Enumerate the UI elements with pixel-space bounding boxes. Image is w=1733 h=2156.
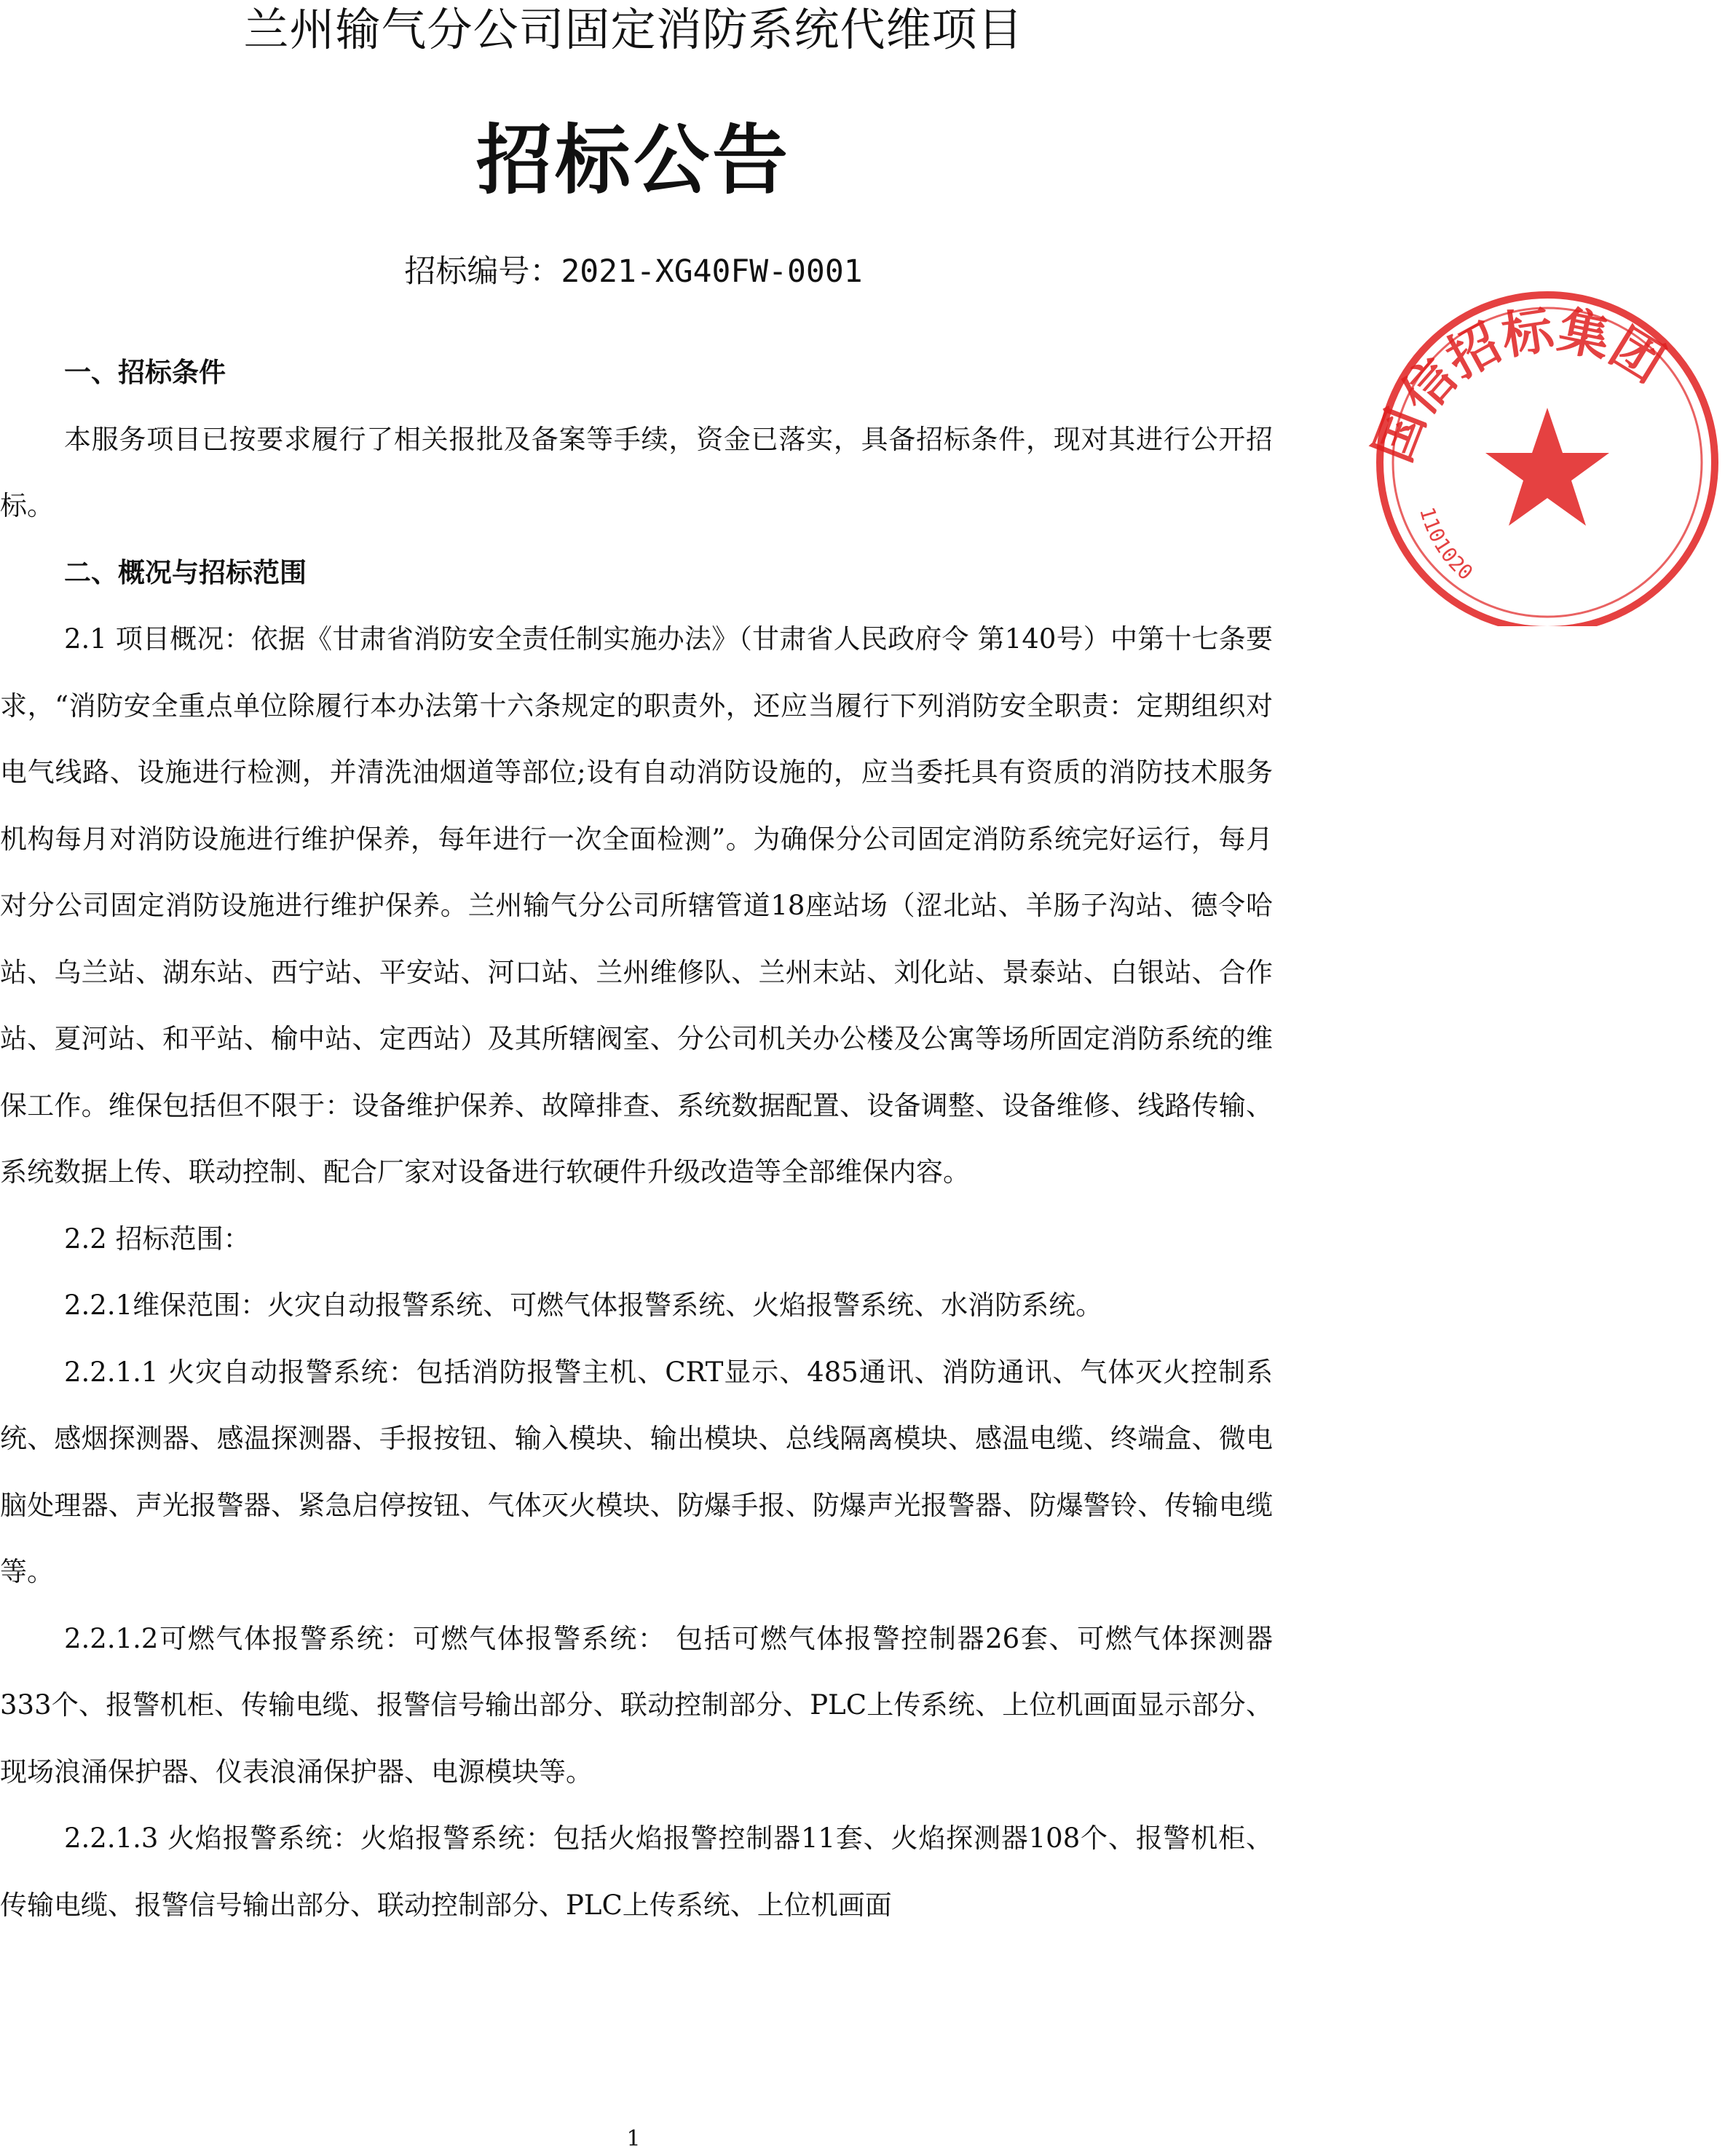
paragraph: 2.2.1.2可燃气体报警系统：可燃气体报警系统： 包括可燃气体报警控制器26套、可燃气体探测器333个、报警机柜、传输电缆、报警信号输出部分、联动控制部分、PLC上传系统、上位机画面显示部分、现场浪涌保护器、仪表浪涌保护器、电源模块等。: [0, 1622, 1273, 1788]
paragraph: 2.2.1.1 火灾自动报警系统：包括消防报警主机、CRT显示、485通讯、消防通讯、气体灭火控制系统、感烟探测器、感温探测器、手报按钮、输入模块、输出模块、总线隔离模块、感温电缆、终端盒、微电脑处理器、声光报警器、紧急启停按钮、气体灭火模块、防爆手报、防爆声光报警器、防爆警铃、传输电缆等。: [0, 1356, 1273, 1587]
document-body: [0, 339, 1273, 1938]
seal-code: 1101020: [1415, 504, 1478, 585]
document-subtitle: 招标公告: [475, 116, 791, 205]
paragraph: 2.2.1维保范围：火灾自动报警系统、可燃气体报警系统、火焰报警系统、水消防系统。: [64, 1290, 1103, 1321]
document-title: 兰州输气分公司固定消防系统代维项目: [243, 3, 1024, 56]
paragraph: 2.1 项目概况：依据《甘肃省消防安全责任制实施办法》（甘肃省人民政府令 第140号）中第十七条要求，“消防安全重点单位除履行本办法第十六条规定的职责外，还应当履行下列消防安全职责：定期组织对电气线路、设施进行检测，并清洗油烟道等部位;设有自动消防设施的，应当委托具有资质的消防技术服务机构每月对消防设施进行维护保养，每年进行一次全面检测”。为确保分公司固定消防系统完好运行，每月对分公司固定消防设施进行维护保养。兰州输气分公司所辖管道18座站场（涩北站、羊肠子沟站、德令哈站、乌兰站、湖东站、西宁站、平安站、河口站、兰州维修队、兰州末站、刘化站、景泰站、白银站、合作站、夏河站、和平站、榆中站、定西站）及其所辖阀室、分公司机关办公楼及公寓等场所固定消防系统的维保工作。维保包括但不限于：设备维护保养、故障排查、系统数据配置、设备调整、设备维修、线路传输、系统数据上传、联动控制、配合厂家对设备进行软硬件升级改造等全部维保内容。: [0, 623, 1273, 1188]
seal-stamp-icon: [1354, 291, 1733, 626]
paragraph: 2.2 招标范围：: [64, 1223, 250, 1255]
section-heading: 一、招标条件: [64, 357, 226, 388]
svg-text:国信招标集团: [1362, 299, 1674, 470]
section-heading: 二、概况与招标范围: [64, 556, 307, 588]
paragraph: 2.2.1.3 火焰报警系统：火焰报警系统：包括火焰报警控制器11套、火焰探测器108个、报警机柜、传输电缆、报警信号输出部分、联动控制部分、PLC上传系统、上位机画面: [0, 1823, 1273, 1921]
seal-text: 国信招标集团: [1362, 299, 1675, 470]
company-seal: [1354, 291, 1675, 626]
page-number: 1: [626, 2126, 641, 2152]
bid-number: 招标编号：2021-XG40FW-0001: [404, 253, 863, 290]
paragraph: 本服务项目已按要求履行了相关报批及备案等手续，资金已落实，具备招标条件，现对其进行公开招标。: [0, 423, 1273, 521]
